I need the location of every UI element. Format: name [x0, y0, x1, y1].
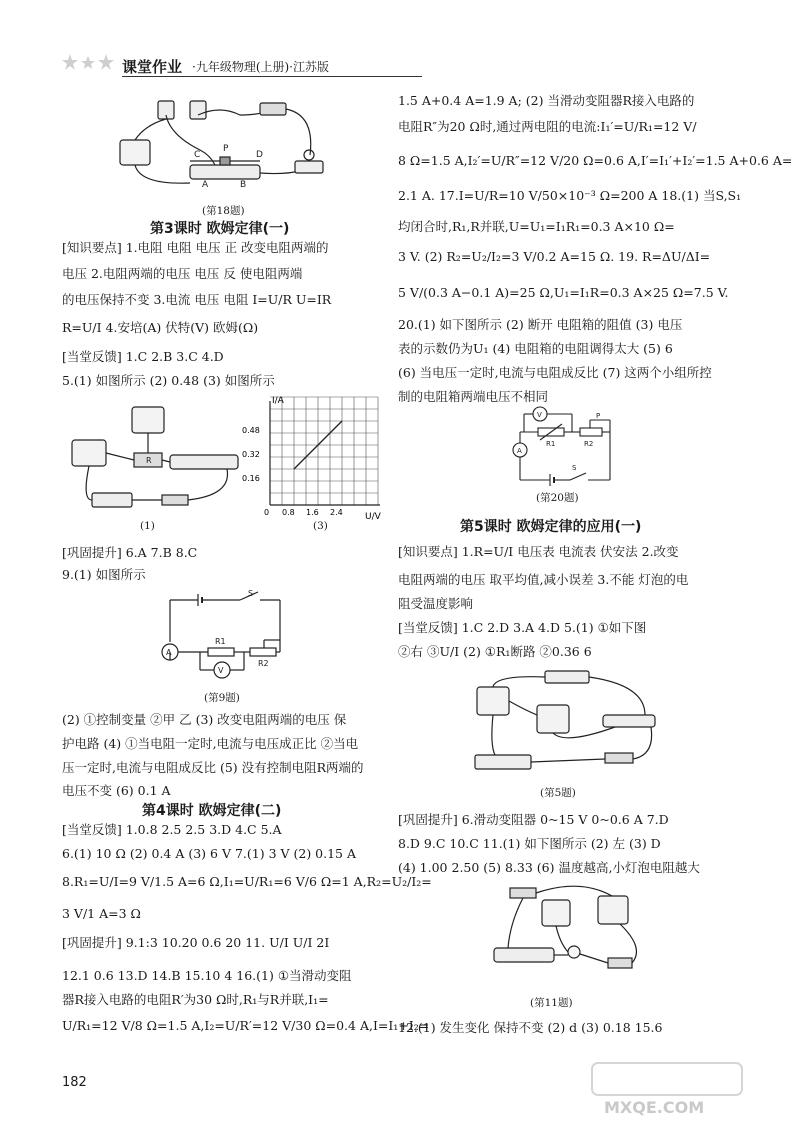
text-line: [巩固提升] 9.1:3 10.20 0.6 20 11. U/I U/I 2I [62, 935, 330, 950]
fig20-ammeter-label: A [517, 447, 522, 455]
text-line: [当堂反馈] 1.C 2.B 3.C 4.D [62, 349, 224, 364]
text-line: [巩固提升] 6.滑动变阻器 0~15 V 0~0.6 A 7.D [398, 812, 669, 827]
book-subtitle: ·九年级物理(上册)·江苏版 [192, 60, 329, 74]
page-number: 182 [62, 1075, 87, 1090]
x-tick-label: 1.6 [306, 508, 319, 517]
figure-11-circuit [490, 878, 650, 988]
x-tick-label: 0 [264, 508, 270, 517]
svg-text:A: A [202, 180, 209, 190]
text-line: R=U/I 4.安培(A) 伏特(V) 欧姆(Ω) [62, 320, 259, 335]
text-line: 制的电阻箱两端电压不相同 [398, 389, 549, 404]
text-line: 电压不变 (6) 0.1 A [62, 783, 171, 798]
text-line: 护电路 (4) ①当电阻一定时,电流与电压成正比 ②当电 [62, 736, 359, 751]
text-line: 3 V. (2) R₂=U₂/I₂=3 V/0.2 A=15 Ω. 19. R=ΔU/ΔI= [398, 249, 711, 264]
figure-5-3-iu-graph [230, 393, 390, 533]
text-line: 3 V/1 A=3 Ω [62, 906, 141, 921]
svg-text:C: C [194, 150, 201, 160]
fig20-p-label: P [596, 412, 601, 420]
watermark-logo [592, 1061, 742, 1121]
fig9-r1-label: R1 [215, 637, 226, 646]
text-line: 电压 2.电阻两端的电压 电压 反 使电阻两端 [62, 266, 303, 281]
x-tick-label: 0.8 [282, 508, 295, 517]
text-line: 器R接入电路的电阻R′为30 Ω时,R₁与R并联,I₁= [62, 992, 329, 1007]
text-line: 2.1 A. 17.I=U/R=10 V/50×10⁻³ Ω=200 A 18.(1) 当S,S₁ [398, 188, 742, 203]
figure-20-caption: (第20题) [536, 492, 579, 504]
text-line: [巩固提升] 6.A 7.B 8.C [62, 545, 198, 560]
figure-5-3-caption: (3) [313, 520, 328, 532]
text-line: 8.R₁=U/I=9 V/1.5 A=6 Ω,I₁=U/R₁=6 V/6 Ω=1 A,R₂=U₂/I₂= [62, 874, 432, 889]
figure-18-circuit [110, 95, 350, 200]
svg-text:P: P [223, 144, 229, 154]
fig20-r1-label: R1 [546, 440, 556, 448]
text-line: 表的示数仍为U₁ (4) 电阻箱的电阻调得太大 (5) 6 [398, 341, 673, 356]
svg-text:B: B [240, 180, 247, 190]
page-header [62, 48, 362, 78]
text-line: 均闭合时,R₁,R并联,U=U₁=I₁R₁=0.3 A×10 Ω= [398, 219, 675, 234]
fig9-voltmeter-label: V [218, 666, 224, 675]
graph-ylabel: I/A [272, 396, 284, 406]
text-line: (4) 1.00 2.50 (5) 8.33 (6) 温度越高,小灯泡电阻越大 [398, 860, 700, 875]
figure-20-circuit [510, 400, 620, 485]
y-tick-label: 0.48 [242, 426, 260, 435]
text-line: [当堂反馈] 1.C 2.D 3.A 4.D 5.(1) ①如下图 [398, 620, 647, 635]
svg-text:R: R [146, 456, 152, 465]
text-line: 电阻两端的电压 取平均值,减小误差 3.不能 灯泡的电 [398, 572, 689, 587]
text-line: 8 Ω=1.5 A,I₂′=U/R″=12 V/20 Ω=0.6 A,I′=I₁′+I₂′=1.5 A+0.6 A= [398, 153, 792, 168]
fig9-r2-label: R2 [258, 659, 269, 668]
section-3-title: 第3课时 欧姆定律(一) [150, 221, 290, 237]
text-line: ②右 ③U/I (2) ①R₁断路 ②0.36 6 [398, 644, 592, 659]
figure-5-circuit [455, 665, 660, 775]
section-5-title: 第5课时 欧姆定律的应用(一) [460, 519, 642, 535]
text-line: (6) 当电压一定时,电流与电阻成反比 (7) 这两个小组所控 [398, 365, 712, 380]
y-tick-label: 0.16 [242, 474, 260, 483]
book-title: 课堂作业 [122, 58, 183, 76]
text-line: [当堂反馈] 1.0.8 2.5 2.5 3.D 4.C 5.A [62, 822, 282, 837]
figure-5-caption: (第5题) [540, 787, 576, 799]
fig20-voltmeter-label: V [537, 411, 542, 419]
text-line: 阻受温度影响 [398, 596, 474, 611]
text-line: 20.(1) 如下图所示 (2) 断开 电阻箱的阻值 (3) 电压 [398, 317, 683, 332]
section-4-title: 第4课时 欧姆定律(二) [142, 803, 282, 819]
text-line: 12.1 0.6 13.D 14.B 15.10 4 16.(1) ①当滑动变阻 [62, 968, 352, 983]
text-line: 8.D 9.C 10.C 11.(1) 如下图所示 (2) 左 (3) D [398, 836, 661, 851]
text-line: 压一定时,电流与电阻成反比 (5) 没有控制电阻R两端的 [62, 760, 364, 775]
text-line: 6.(1) 10 Ω (2) 0.4 A (3) 6 V 7.(1) 3 V (2) 0.15 A [62, 846, 357, 861]
fig20-r2-label: R2 [584, 440, 594, 448]
figure-5-1-circuit [62, 405, 242, 515]
text-line: 1.5 A+0.4 A=1.9 A; (2) 当滑动变阻器R接入电路的 [398, 93, 695, 108]
text-line: U/R₁=12 V/8 Ω=1.5 A,I₂=U/R′=12 V/30 Ω=0.4 A,I=I₁+I₂= [62, 1018, 430, 1033]
y-tick-label: 0.32 [242, 450, 260, 459]
svg-text:D: D [256, 150, 263, 160]
text-line: 5 V/(0.3 A−0.1 A)=25 Ω,U₁=I₁R=0.3 A×25 Ω=7.5 V. [398, 285, 729, 300]
figure-18-caption: (第18题) [202, 205, 245, 217]
fig9-switch-label: S [248, 589, 254, 598]
figure-5-1-caption: (1) [140, 520, 155, 532]
text-line: 的电压保持不变 3.电流 电压 电阻 I=U/R U=IR [62, 292, 332, 307]
stars-decoration-icon [62, 52, 124, 76]
watermark-text: MXQE.COM [604, 1098, 705, 1117]
fig20-switch-label: S [572, 464, 577, 472]
text-line: [知识要点] 1.R=U/I 电压表 电流表 伏安法 2.改变 [398, 544, 679, 559]
graph-xlabel: U/V [365, 512, 381, 522]
text-line: 5.(1) 如图所示 (2) 0.48 (3) 如图所示 [62, 373, 275, 388]
text-line: 电阻R″为20 Ω时,通过两电阻的电流:I₁′=U/R₁=12 V/ [398, 119, 697, 134]
text-line: 9.(1) 如图所示 [62, 567, 146, 582]
fig9-ammeter-label: A [166, 648, 172, 657]
header-rule [122, 76, 422, 77]
x-tick-label: 2.4 [330, 508, 343, 517]
text-line: 12.(1) 发生变化 保持不变 (2) d (3) 0.18 15.6 [398, 1020, 663, 1035]
text-line: [知识要点] 1.电阻 电阻 电压 正 改变电阻两端的 [62, 240, 329, 255]
figure-9-caption: (第9题) [204, 692, 240, 704]
text-line: (2) ①控制变量 ②甲 乙 (3) 改变电阻两端的电压 保 [62, 712, 347, 727]
figure-11-caption: (第11题) [530, 997, 573, 1009]
figure-9-circuit [160, 590, 290, 685]
